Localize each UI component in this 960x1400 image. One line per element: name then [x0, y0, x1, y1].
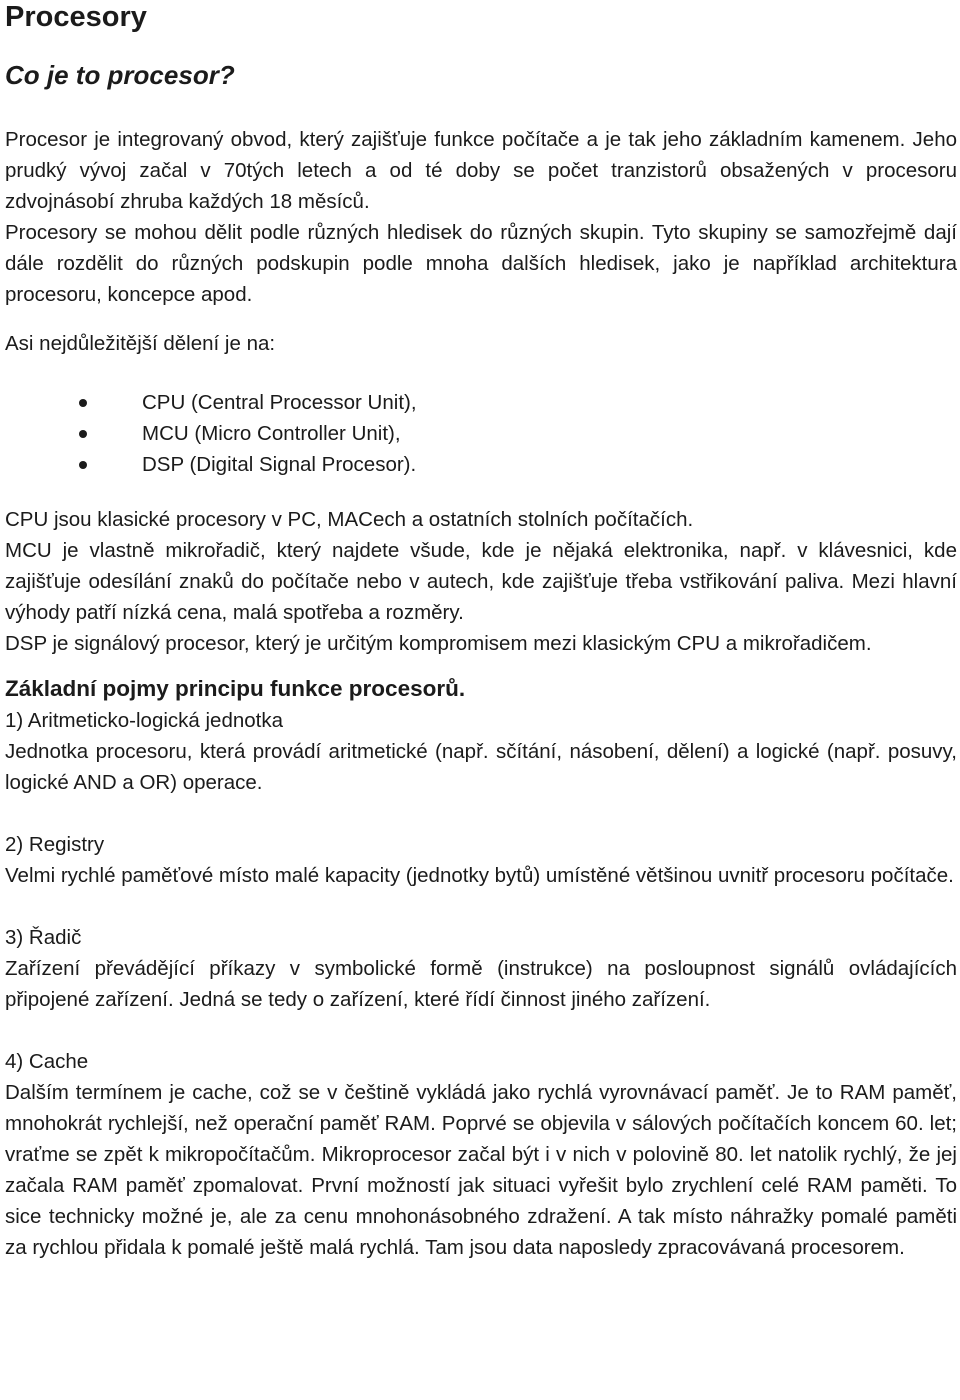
- concept-4: [5, 1046, 957, 1263]
- bullet-icon: [79, 399, 87, 407]
- division-intro: Asi nejdůležitější dělení je na:: [5, 332, 276, 355]
- concept-text: Zařízení převádějící příkazy v symbolické formě (instrukce) na posloupnost signálů ovládajících připojené zařízení. Jedná se tedy o zařízení, které řídí činnost jiného zařízení.: [5, 957, 957, 1011]
- list-item-label: CPU (Central Processor Unit),: [142, 391, 417, 414]
- page-title: Procesory: [5, 1, 147, 33]
- document-page: [5, 0, 957, 1263]
- concept-heading: 1) Aritmeticko-logická jednotka: [5, 709, 284, 732]
- bullet-icon: [79, 461, 87, 469]
- concept-2: [5, 829, 957, 891]
- concept-text: Velmi rychlé paměťové místo malé kapacity (jednotky bytů) umístěné většinou uvnitř procesoru počítače.: [5, 864, 954, 887]
- subtitle: Co je to procesor?: [5, 60, 235, 90]
- concept-3: [5, 922, 957, 1015]
- concept-heading: 3) Řadič: [5, 926, 82, 949]
- division-list: [5, 387, 957, 480]
- cpu-paragraph: CPU jsou klasické procesory v PC, MACech a ostatních stolních počítačích.: [5, 508, 694, 531]
- concept-text: Jednotka procesoru, která provádí aritmetické (např. sčítání, násobení, dělení) a logické (např. posuvy, logické AND a OR) operace.: [5, 740, 957, 794]
- list-item-label: MCU (Micro Controller Unit),: [142, 422, 401, 445]
- mcu-paragraph: MCU je vlastně mikrořadič, který najdete všude, kde je nějaká elektronika, např. v klávesnici, kde zajišťuje odesílání znaků do počítače nebo v autech, kde zajišťuje třeba vstřikování paliva. Mezi hlavní výhody patří nízká cena, malá spotřeba a rozměry.: [5, 539, 957, 624]
- list-item: [5, 418, 957, 449]
- list-item: [5, 449, 957, 480]
- intro-paragraph-1: Procesor je integrovaný obvod, který zajišťuje funkce počítače a je tak jeho základním kamenem. Jeho prudký vývoj začal v 70tých letech a od té doby se počet tranzistorů obsažených v procesoru zdvojnásobí zhruba každých 18 měsíců.: [5, 128, 957, 213]
- concepts-heading: Základní pojmy principu funkce procesorů.: [5, 676, 466, 701]
- concept-heading: 4) Cache: [5, 1050, 89, 1073]
- dsp-paragraph: DSP je signálový procesor, který je určitým kompromisem mezi klasickým CPU a mikrořadičem.: [5, 632, 872, 655]
- bullet-icon: [79, 430, 87, 438]
- concept-heading: 2) Registry: [5, 833, 105, 856]
- list-item: [5, 387, 957, 418]
- concept-1: [5, 705, 957, 798]
- concept-text: Dalším termínem je cache, což se v češtině vykládá jako rychlá vyrovnávací paměť. Je to RAM paměť, mnohokrát rychlejší, než operační paměť RAM. Poprvé se objevila v sálových počítačích koncem 60. let; vraťme se zpět k mikropočítačům. Mikroprocesor začal být i v nich v polovině 80. let natolik rychlý, že jej začala RAM paměť zpomalovat. První možností jak situaci vyřešit bylo zrychlení celé RAM paměti. To sice technicky možné je, ale za cenu mnohonásobného zdražení. A tak místo náhražky pomalé paměti za rychlou přidala k pomalé ještě malá rychlá. Tam jsou data naposledy zpracovávaná procesorem.: [5, 1081, 957, 1259]
- intro-paragraph-2: Procesory se mohou dělit podle různých hledisek do různých skupin. Tyto skupiny se samozřejmě dají dále rozdělit do různých podskupin podle mnoha dalších hledisek, jako je například architektura procesoru, koncepce apod.: [5, 221, 957, 306]
- list-item-label: DSP (Digital Signal Procesor).: [142, 453, 417, 476]
